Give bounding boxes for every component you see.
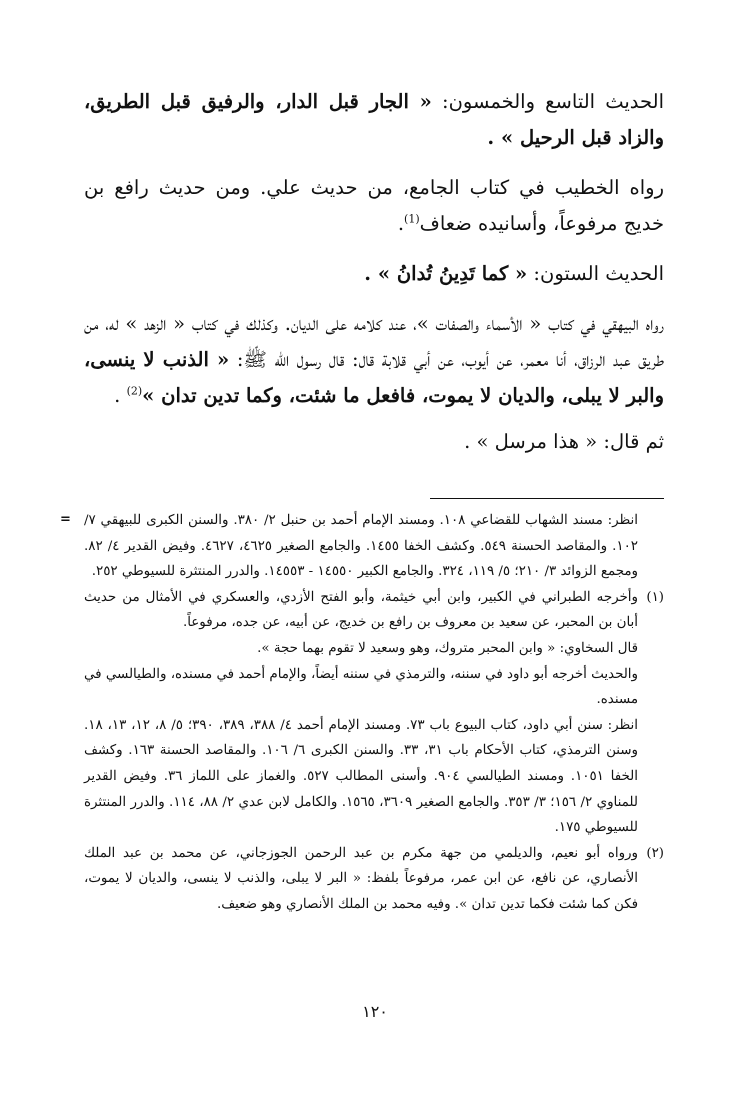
hadith-59-label: الحديث التاسع والخمسون: [431,90,664,113]
commentary-2-end: . [114,384,127,407]
footnote-continued-text: انظر: مسند الشهاب للقضاعي ١٠٨. ومسند الإمام أحمد بن حنبل ٢/ ٣٨٠. والسنن الكبرى للبيهقي ٧/ ١٠٢. والمقاصد الحسنة ٥٤٩. وكشف الخفا ١٤٥٥. والجامع الصغير ٤٦٢٥، ٤٦٢٧. وفيض القدير ٤/ ٨٢. ومجمع الزوائد ٣/ ٢١٠؛ ٥/ ١١٩، ٣٢٤. والجامع الكبير ١٤٥٥٠ - ١٤٥٥٣. والدرر المنتثرة للسيوطي ٢٥٢. [84,513,638,580]
hadith-59-commentary [84,170,664,242]
footnote-continued [84,508,664,585]
hadith-60-commentary [84,306,664,414]
footnote-1-para-c: والحديث أخرجه أبو داود في سننه، والترمذي في سننه أيضاً، والإمام أحمد في مسنده، والطيالسي في مسنده. [84,666,638,708]
footnote-1-para-d: انظر: سنن أبي داود، كتاب البيوع باب ٧٣. ومسند الإمام أحمد ٤/ ٣٨٨، ٣٨٩، ٣٩٠؛ ٥/ ٨، ١٢، ١٣، ١٨. وسنن الترمذي، كتاب الأحكام باب ٣١، ٣٣. والسنن الكبرى ٦/ ١٠٦. والمقاصد الحسنة ١٦٣. وكشف الخفا ١٠٥١. ومسند الطيالسي ٩٠٤. وأسنى المطالب ٥٢٧. والغماز على اللماز ٣٦. وفيض القدير للمناوي ٢/ ١٥٦؛ ٣/ ٣٥٣. والجامع الصغير ٣٦٠٩، ١٥٦٥. والكامل لابن عدي ٢/ ٨٨، ١١٤. والدرر المنتثرة للسيوطي ١٧٥. [84,717,638,836]
footnote-1 [84,585,664,841]
footnote-2-body: ورواه أبو نعيم، والديلمي من جهة مكرم بن عبد الرحمن الجوزجاني، عن محمد بن عبد الملك الأنصاري، عن نافع، عن ابن عمر، مرفوعاً بلفظ: « البر لا يبلى، والذنب لا ينسى، والديان لا يموت، فكن كما شئت فكما تدين تدان ». وفيه محمد بن الملك الأنصاري وهو ضعيف. [84,845,638,912]
footnote-continuation-mark: = [60,512,71,527]
commentary-2-text: رواه البيهقي في كتاب « الأسماء والصفات »، عند كلامه على الديان. وكذلك في كتاب « الزهد » له، من طريق عبد الرزاق، أنا معمر، عن أيوب، عن أبي قلابة قال: قال رسول الله ﷺ: [84,312,664,371]
commentary-3-text: ثم قال: « هذا مرسل » . [464,430,664,453]
hadith-60-label: الحديث الستون: [527,262,664,285]
hadith-60-note [84,424,664,460]
footnotes [84,508,664,918]
footnote-ref-2[interactable]: (2) [126,384,143,398]
page-number: ١٢٠ [362,1002,388,1021]
commentary-1-text: رواه الخطيب في كتاب الجامع، من حديث علي. ومن حديث رافع بن خديج مرفوعاً، وأسانيده ضعاف [84,176,664,235]
footnote-2-marker: (٢) [646,845,664,861]
footnote-1-marker: (١) [646,589,664,605]
footnote-separator [430,498,664,499]
footnote-1-para-a: وأخرجه الطبراني في الكبير، وابن أبي خيثمة، وأبو الفتح الأزدي، والعسكري في الأمثال من حديث أبان بن المحبر، عن سعيد بن معروف بن رافع بن خديج، عن أبيه، عن جده، مرفوعاً. [84,589,638,631]
footnote-1-para-b: قال السخاوي: « وابن المحبر متروك، وهو وسعيد لا تقوم بهما حجة ». [257,640,638,656]
footnote-ref-1[interactable]: (1) [404,212,420,226]
hadith-59 [84,84,664,156]
footnote-1-body [84,585,638,841]
commentary-1-end: . [397,212,405,235]
hadith-60 [84,256,664,292]
main-text [84,84,664,474]
hadith-60-text: « كما تَدِينُ تُدانُ » . [364,262,528,285]
footnote-2 [84,841,664,918]
hadith-59-text: « الجار قبل الدار، والرفيق قبل الطريق، والزاد قبل الرحيل » . [84,90,664,149]
commentary-2-quote: « الذنب لا ينسى، والبر لا يبلى، والديان لا يموت، فافعل ما شئت، وكما تدين تدان » [84,348,664,407]
